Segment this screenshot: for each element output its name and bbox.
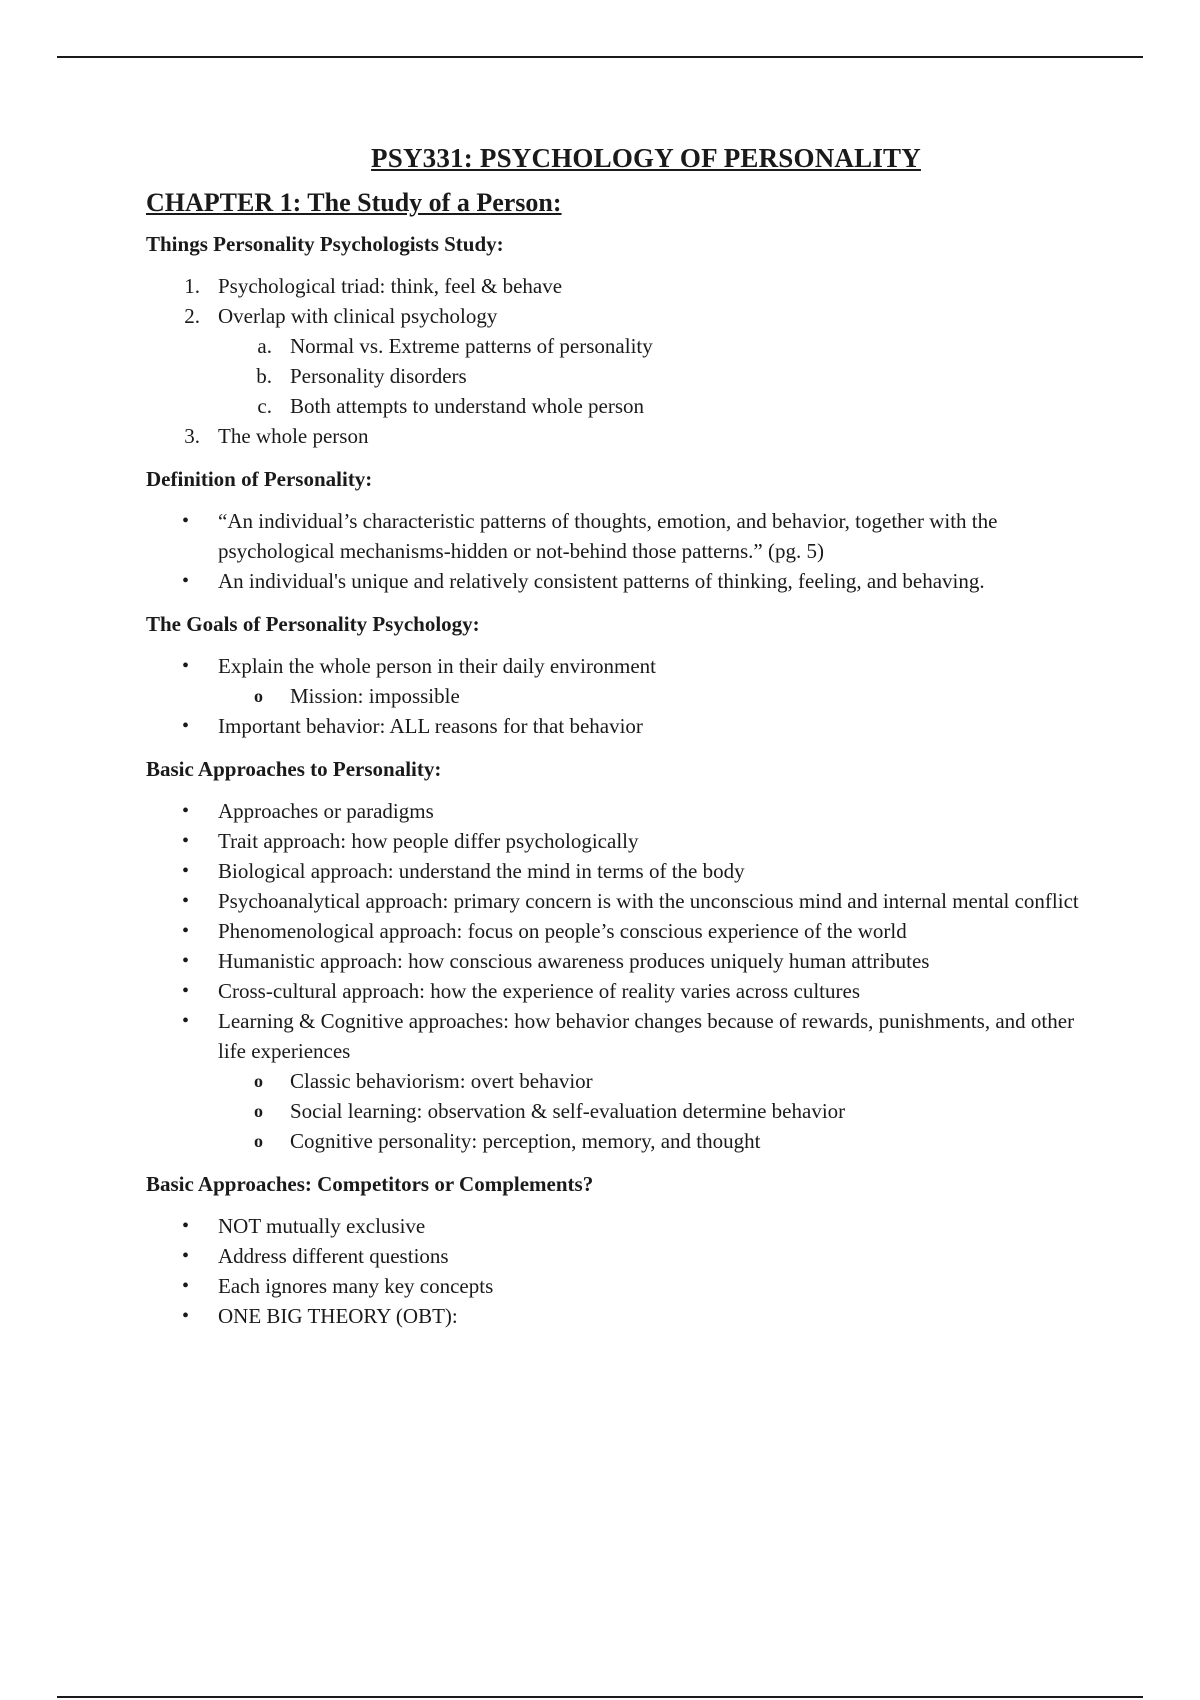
list-item-text: Humanistic approach: how conscious awareness produces uniquely human attributes <box>218 949 930 973</box>
bullet-icon: • <box>182 715 190 737</box>
list-number: 2. <box>184 304 200 328</box>
list-item-text: Psychoanalytical approach: primary concern is with the unconscious mind and internal mental conflict <box>218 889 1079 913</box>
list-item <box>146 1301 1106 1331</box>
list-item <box>146 651 1106 681</box>
sub-list-item <box>146 1066 1106 1096</box>
bullet-icon: • <box>182 1010 190 1032</box>
list-item <box>146 856 1106 886</box>
list-item-text: An individual's unique and relatively consistent patterns of thinking, feeling, and behaving. <box>218 569 985 593</box>
list-item-text: Important behavior: ALL reasons for that behavior <box>218 714 643 738</box>
list-item-text: The whole person <box>218 424 369 448</box>
bullet-icon: • <box>182 510 190 532</box>
section-heading-definition: Definition of Personality: <box>146 467 373 491</box>
section-heading-goals: The Goals of Personality Psychology: <box>146 612 480 636</box>
list-item-text: Psychological triad: think, feel & behave <box>218 274 563 298</box>
sub-list-item <box>146 361 1106 391</box>
list-item-text: Explain the whole person in their daily environment <box>218 654 656 678</box>
bullet-icon: • <box>182 980 190 1002</box>
section-heading-competitors: Basic Approaches: Competitors or Complements? <box>146 1172 594 1196</box>
list-item-text: Each ignores many key concepts <box>218 1274 494 1298</box>
bullet-icon: • <box>182 920 190 942</box>
list-item-text: Classic behaviorism: overt behavior <box>290 1069 593 1093</box>
goals-list <box>146 651 1106 741</box>
section-heading-approaches: Basic Approaches to Personality: <box>146 757 442 781</box>
top-rule <box>57 56 1143 58</box>
list-item <box>146 1211 1106 1241</box>
list-item <box>146 421 1106 451</box>
competitors-list <box>146 1211 1106 1331</box>
list-item <box>146 796 1106 826</box>
list-item <box>146 566 1106 596</box>
bullet-icon: • <box>182 950 190 972</box>
list-item <box>146 1271 1106 1301</box>
list-item-text: Overlap with clinical psychology <box>218 304 498 328</box>
bullet-icon: • <box>182 1275 190 1297</box>
list-item-text: Social learning: observation & self-evaluation determine behavior <box>290 1099 846 1123</box>
list-letter: c. <box>257 394 272 418</box>
list-letter: b. <box>256 364 272 388</box>
list-item-text: Cross-cultural approach: how the experience of reality varies across cultures <box>218 979 860 1003</box>
sub-list-item <box>146 1096 1106 1126</box>
approaches-list <box>146 796 1106 1156</box>
list-item-text: Trait approach: how people differ psychologically <box>218 829 639 853</box>
list-item-text: “An individual’s characteristic patterns of thoughts, emotion, and behavior, together with the psychological mechanisms-hidden or not-behind those patterns.” (pg. 5) <box>218 509 998 563</box>
list-item-text: Both attempts to understand whole person <box>290 394 645 418</box>
list-item-text: Biological approach: understand the mind in terms of the body <box>218 859 745 883</box>
list-item <box>146 886 1106 916</box>
sub-list-item <box>146 1126 1106 1156</box>
list-letter: a. <box>257 334 272 358</box>
list-item <box>146 301 1106 331</box>
list-item <box>146 976 1106 1006</box>
circle-bullet-icon: o <box>254 686 263 706</box>
list-item-text: Mission: impossible <box>290 684 460 708</box>
sub-list-item <box>146 331 1106 361</box>
list-item <box>146 1006 1106 1066</box>
bullet-icon: • <box>182 570 190 592</box>
list-item <box>146 826 1106 856</box>
circle-bullet-icon: o <box>254 1131 263 1151</box>
sub-list-item <box>146 391 1106 421</box>
list-item <box>146 916 1106 946</box>
things-list <box>146 271 1106 451</box>
list-number: 1. <box>184 274 200 298</box>
list-number: 3. <box>184 424 200 448</box>
list-item <box>146 946 1106 976</box>
list-item <box>146 711 1106 741</box>
document-title: PSY331: PSYCHOLOGY OF PERSONALITY <box>371 143 921 173</box>
document-page <box>146 143 1106 1347</box>
bullet-icon: • <box>182 1305 190 1327</box>
bullet-icon: • <box>182 890 190 912</box>
bullet-icon: • <box>182 830 190 852</box>
chapter-title: CHAPTER 1: The Study of a Person: <box>146 188 562 217</box>
bullet-icon: • <box>182 800 190 822</box>
list-item-text: Normal vs. Extreme patterns of personality <box>290 334 653 358</box>
list-item <box>146 506 1106 566</box>
bullet-icon: • <box>182 1245 190 1267</box>
list-item-text: Learning & Cognitive approaches: how behavior changes because of rewards, punishments, and other life experiences <box>218 1009 1075 1063</box>
list-item <box>146 1241 1106 1271</box>
list-item <box>146 271 1106 301</box>
bullet-icon: • <box>182 860 190 882</box>
list-item-text: Address different questions <box>218 1244 449 1268</box>
list-item-text: Phenomenological approach: focus on people’s conscious experience of the world <box>218 919 907 943</box>
list-item-text: NOT mutually exclusive <box>218 1214 426 1238</box>
list-item-text: Personality disorders <box>290 364 467 388</box>
section-heading-things: Things Personality Psychologists Study: <box>146 232 504 256</box>
bottom-rule <box>57 1696 1143 1698</box>
list-item-text: ONE BIG THEORY (OBT): <box>218 1304 458 1328</box>
list-item-text: Cognitive personality: perception, memory, and thought <box>290 1129 761 1153</box>
bullet-icon: • <box>182 1215 190 1237</box>
circle-bullet-icon: o <box>254 1101 263 1121</box>
bullet-icon: • <box>182 655 190 677</box>
circle-bullet-icon: o <box>254 1071 263 1091</box>
list-item-text: Approaches or paradigms <box>218 799 434 823</box>
sub-list-item <box>146 681 1106 711</box>
definition-list <box>146 506 1106 596</box>
